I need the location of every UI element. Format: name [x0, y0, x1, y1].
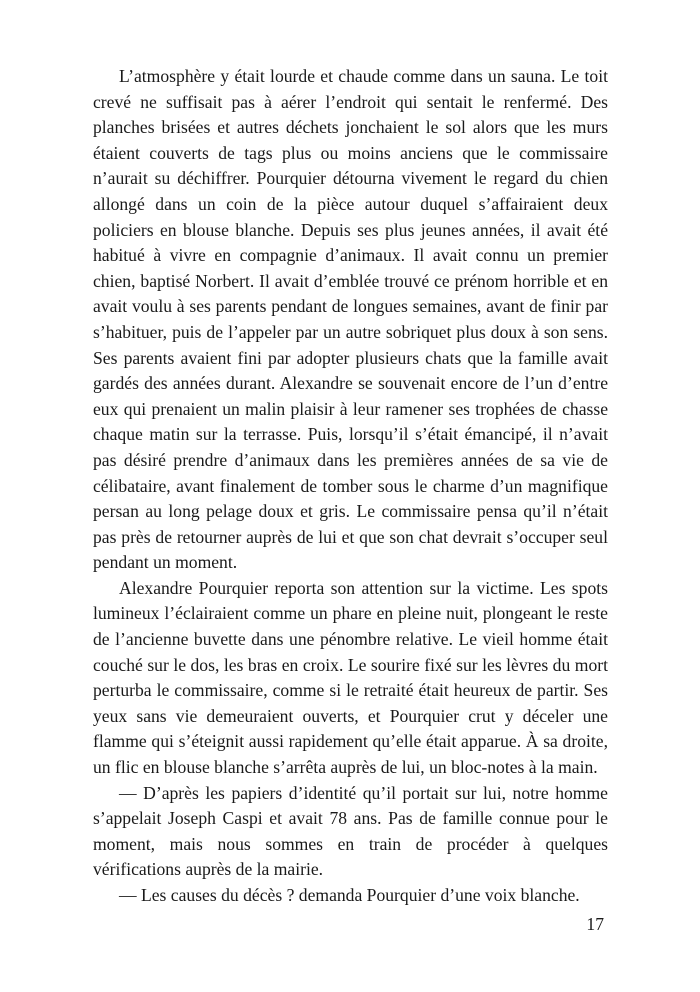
paragraph-victim: Alexandre Pourquier reporta son attention sur la victime. Les spots lumineux l’éclairaient comme un phare en pleine nuit, plongeant le reste de l’ancienne buvette dans une pénombre relative. Le vieil homme était couché sur le dos, les bras en croix. Le sourire fixé sur les lèvres du mort perturba le commissaire, comme si le retraité était heureux de partir. Ses yeux sans vie demeuraient ouverts, et Pourquier crut y déceler une flamme qui s’éteignit aussi rapidement qu’elle était apparue. À sa droite, un flic en blouse blanche s’arrêta auprès de lui, un bloc-notes à la main.	[93, 577, 608, 778]
paragraph-dialogue-identity: — D’après les papiers d’identité qu’il portait sur lui, notre homme s’appelait Joseph Caspi et avait 78 ans. Pas de famille connue pour le moment, mais nous sommes en train de procéder à quelques vérifications auprès de la mairie.	[93, 782, 608, 880]
paragraph-atmosphere: L’atmosphère y était lourde et chaude comme dans un sauna. Le toit crevé ne suffisait pas à aérer l’endroit qui sentait le renfermé. Des planches brisées et autres déchets jonchaient le sol alors que les murs étaient couverts de tags plus ou moins anciens que le commissaire n’aurait su déchiffrer. Pourquier détourna vivement le regard du chien allongé dans un coin de la pièce autour duquel s’affairaient deux policiers en blouse blanche. Depuis ses plus jeunes années, il avait été habitué à vivre en compagnie d’animaux. Il avait connu un premier chien, baptisé Norbert. Il avait d’emblée trouvé ce prénom horrible et en avait voulu à ses parents pendant de longues semaines, avant de finir par s’habituer, puis de l’appeler par un autre sobriquet plus doux à son sens. Ses parents avaient fini par adopter plusieurs chats que la famille avait gardés des années durant. Alexandre se souvenait encore de l’un d’entre eux qui prenaient un malin plaisir à leur ramener ses trophées de chasse chaque matin sur la terrasse. Puis, lorsqu’il s’était émancipé, il n’avait pas désiré prendre d’animaux dans les premières années de sa vie de célibataire, avant finalement de tomber sous le charme d’un magnifique persan au long pelage doux et gris. Le commissaire pensa qu’il n’était pas près de retourner auprès de lui et que son chat devrait s’occuper seul pendant un moment.	[93, 66, 608, 573]
paragraph-dialogue-causes: — Les causes du décès ? demanda Pourquier d’une voix blanche.	[119, 885, 580, 905]
page-body	[93, 64, 608, 909]
page-number: 17	[586, 914, 604, 934]
